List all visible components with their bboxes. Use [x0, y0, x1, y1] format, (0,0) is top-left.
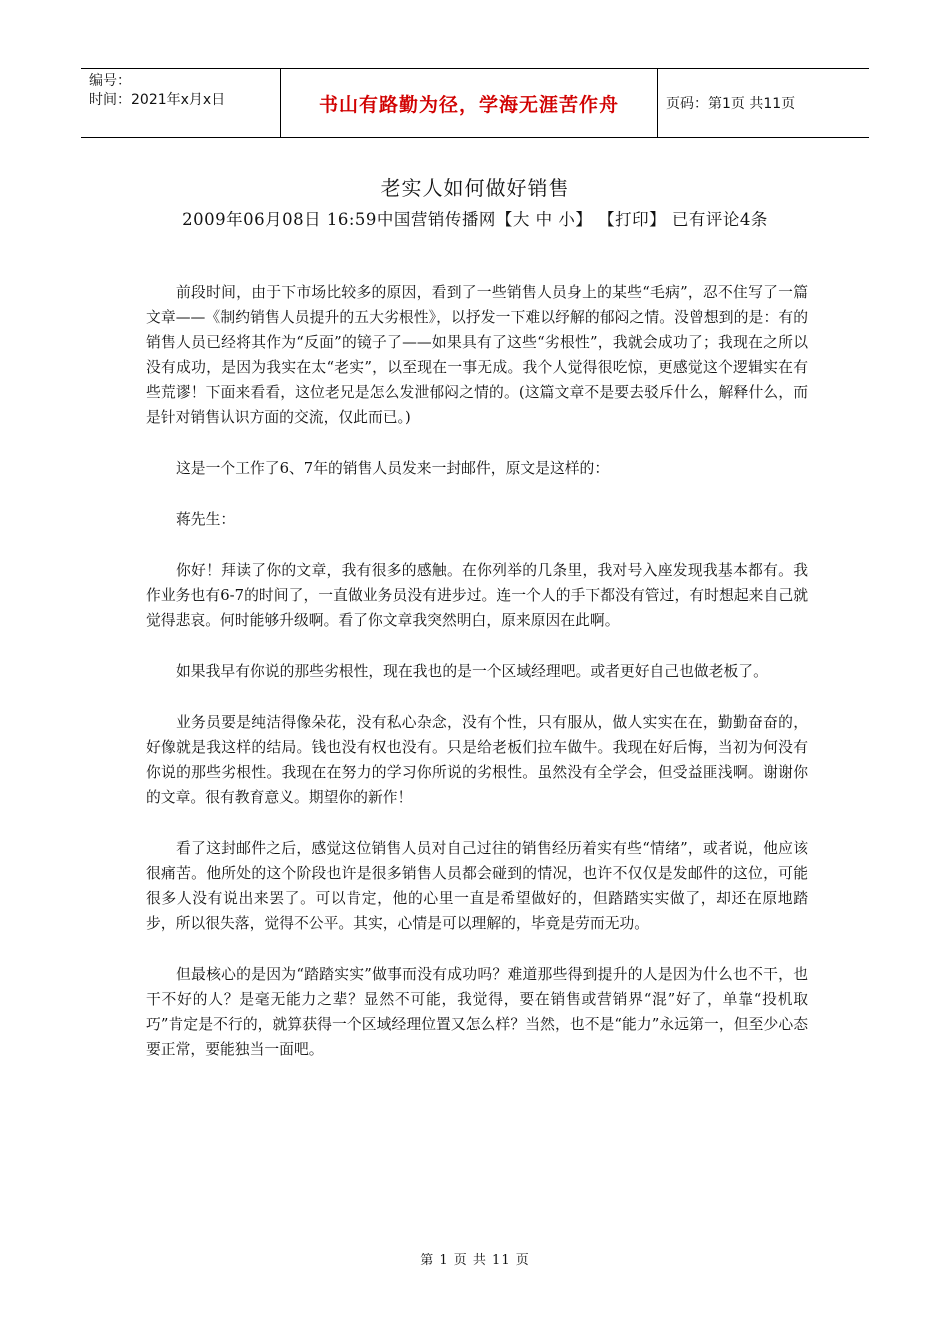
page-footer: 第 1 页 共 11 页 [420, 1253, 530, 1268]
paragraph: 你好！拜读了你的文章，我有很多的感触。在你列举的几条里，我对号入座发现我基本都有。我作业务也有6-7的时间了，一直做业务员没有进步过。连一个人的手下都没有管过，有时想起来自己就觉得悲哀。何时能够升级啊。看了你文章我突然明白，原来原因在此啊。 [146, 562, 808, 629]
article-title: 老实人如何做好销售 [380, 176, 570, 200]
article-meta: 2009年06月08日 16:59中国营销传播网【大 中 小】 【打印】 已有评论4条 [182, 210, 768, 229]
paragraph: 业务员要是纯洁得像朵花，没有私心杂念，没有个性，只有服从，做人实实在在，勤勤奋奋的，好像就是我这样的结局。钱也没有权也没有。只是给老板们拉车做牛。我现在好后悔，当初为何没有你说的那些劣根性。我现在在努力的学习你所说的劣根性。虽然没有全学会，但受益匪浅啊。谢谢你的文章。很有教育意义。期望你的新作！ [146, 714, 808, 806]
paragraph: 看了这封邮件之后，感觉这位销售人员对自己过往的销售经历着实有些“情绪”，或者说，他应该很痛苦。他所处的这个阶段也许是很多销售人员都会碰到的情况，也许不仅仅是发邮件的这位，可能很多人没有说出来罢了。可以肯定，他的心里一直是希望做好的，但踏踏实实做了，却还在原地踏步，所以很失落，觉得不公平。其实，心情是可以理解的，毕竟是劳而无功。 [146, 840, 808, 932]
header-page-info: 页码：第1页 共11页 [666, 96, 796, 112]
paragraph: 蒋先生： [176, 511, 236, 528]
paragraph: 这是一个工作了6、7年的销售人员发来一封邮件，原文是这样的： [176, 460, 610, 477]
page-header [81, 68, 869, 138]
header-left-cell [81, 69, 281, 137]
document-number-label: 编号： [89, 73, 131, 89]
article-body [146, 280, 808, 1088]
header-motto: 书山有路勤为径，学海无涯苦作舟 [281, 69, 658, 137]
paragraph: 前段时间，由于下市场比较多的原因，看到了一些销售人员身上的某些“毛病”，忍不住写了一篇文章——《制约销售人员提升的五大劣根性》，以抒发一下难以纾解的郁闷之情。没曾想到的是：有的销售人员已经将其作为“反面”的镜子了——如果具有了这些“劣根性”，我就会成功了；我现在之所以没有成功，是因为我实在太“老实”，以至现在一事无成。我个人觉得很吃惊，更感觉这个逻辑实在有些荒谬！下面来看看，这位老兄是怎么发泄郁闷之情的。(这篇文章不是要去驳斥什么，解释什么，而是针对销售认识方面的交流，仅此而已。) [146, 284, 808, 426]
paragraph: 但最核心的是因为“踏踏实实”做事而没有成功吗？难道那些得到提升的人是因为什么也不干，也干不好的人？是毫无能力之辈？显然不可能，我觉得，要在销售或营销界“混”好了，单靠“投机取巧”肯定是不行的，就算获得一个区域经理位置又怎么样？当然，也不是“能力”永远第一，但至少心态要正常，要能独当一面吧。 [146, 966, 808, 1058]
document-date-label: 时间：2021年x月x日 [89, 92, 226, 108]
paragraph: 如果我早有你说的那些劣根性，现在我也的是一个区域经理吧。或者更好自己也做老板了。 [176, 663, 768, 680]
